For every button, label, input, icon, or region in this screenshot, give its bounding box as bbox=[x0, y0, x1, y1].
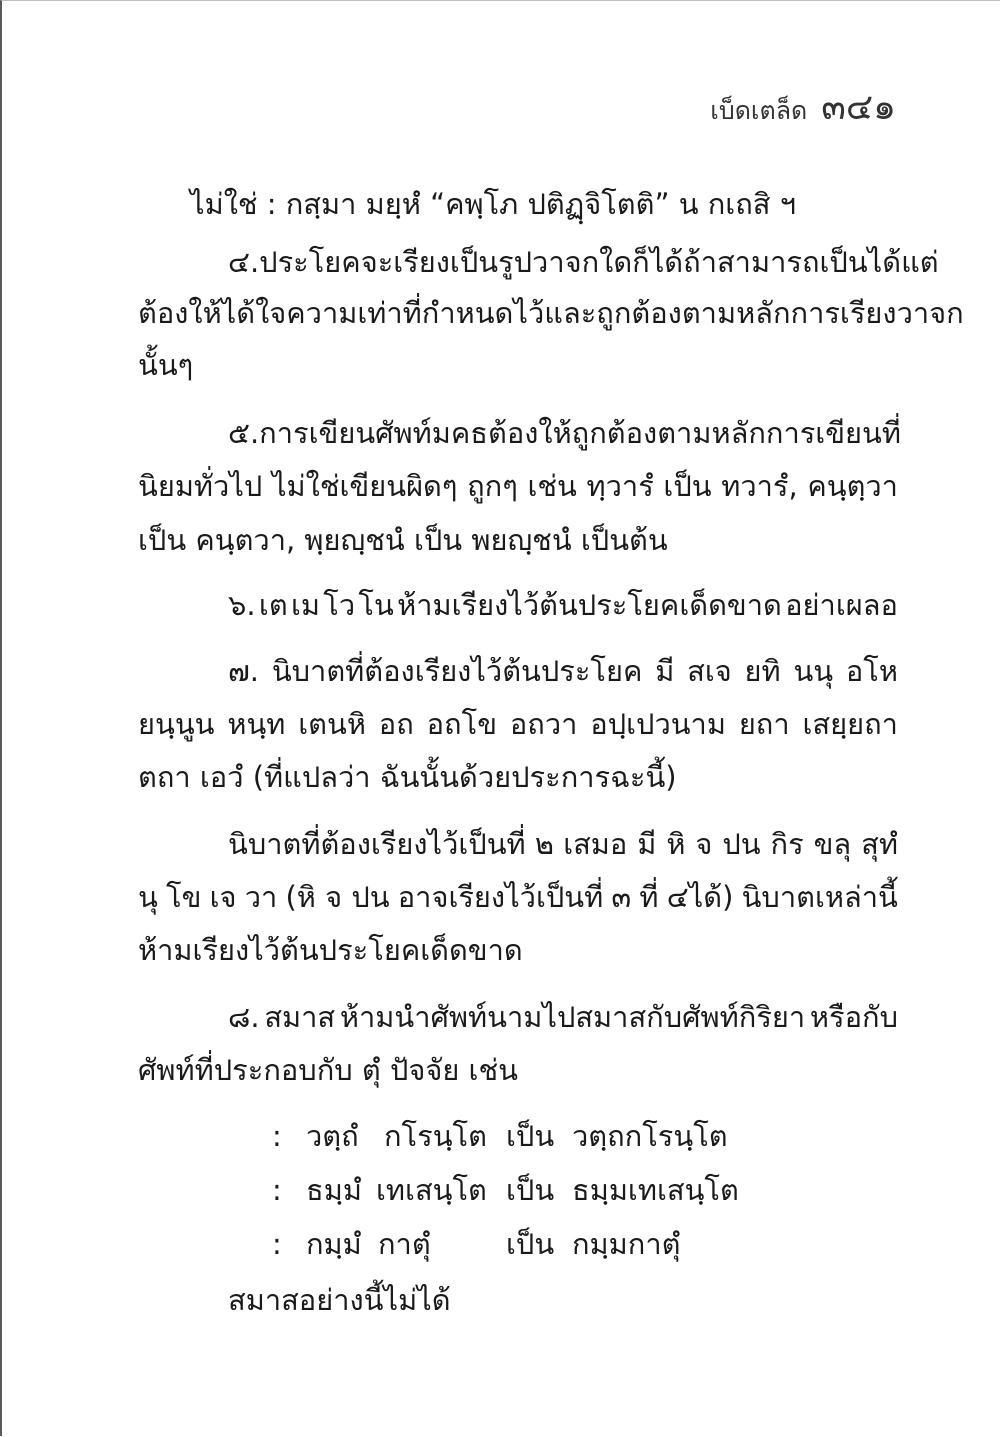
paragraph-line-5 bbox=[228, 413, 901, 453]
text-span: นิยมทั่วไป bbox=[138, 469, 263, 503]
text-span: เตนหิ bbox=[298, 707, 366, 741]
paragraph-line-2 bbox=[228, 242, 939, 282]
text-span: กิร bbox=[770, 827, 804, 861]
example-word-b: กาตุํ bbox=[378, 1227, 431, 1261]
text-span: ประโยคจะเรียงเป็นรูปวาจกใดก็ได้ bbox=[259, 245, 684, 279]
text-span: ยถา bbox=[738, 707, 790, 741]
paragraph-line-13 bbox=[138, 877, 898, 917]
text-span: นิบาตที่ต้องเรียงไว้เป็นที่ ๒ เสมอ bbox=[228, 827, 628, 861]
example-connector: เป็น bbox=[506, 1173, 555, 1207]
paragraph-line-8 bbox=[228, 585, 898, 625]
text-span: การเขียนศัพท์มคธ bbox=[259, 416, 488, 450]
paragraph-line-11: ตถา เอวํ (ที่แปลว่า ฉันนั้นด้วยประการฉะนี้) bbox=[138, 760, 677, 794]
example-connector: เป็น bbox=[506, 1227, 555, 1261]
text-span: โน bbox=[358, 588, 394, 622]
text-span: ถ้าสามารถเป็นได้ bbox=[683, 245, 902, 279]
text-span: ๓ bbox=[611, 880, 632, 914]
text-span: หรือกับ bbox=[809, 1000, 898, 1034]
text-span: อถ bbox=[378, 707, 414, 741]
paragraph-line-17: สมาสอย่างนี้ไม่ได้ bbox=[228, 1283, 451, 1317]
text-span: มี bbox=[655, 654, 675, 688]
paragraph-line-16: ศัพท์ที่ประกอบกับ ตุํ ปัจจัย เช่น bbox=[138, 1053, 518, 1087]
text-span: ปน bbox=[722, 827, 761, 861]
paragraph-line-7: เป็น คนฺตวา, พฺยญฺชนํ เป็น พยญฺชนํ เป็นต้น bbox=[138, 523, 668, 557]
item-number: ๔. bbox=[228, 245, 260, 279]
item-number: ๗. bbox=[228, 654, 260, 688]
example-word-a: วตฺถํ bbox=[306, 1119, 359, 1153]
text-span: หิ bbox=[666, 827, 686, 861]
text-span: เช่น bbox=[527, 469, 577, 503]
text-span: นุ bbox=[138, 880, 158, 914]
text-span: นิบาตเหล่านี้ bbox=[741, 880, 898, 914]
text-span: อโห bbox=[845, 654, 898, 688]
item-number: ๕. bbox=[228, 416, 260, 450]
paragraph-line-14: ห้ามเรียงไว้ต้นประโยคเด็ดขาด bbox=[138, 933, 523, 967]
text-span: อปฺเปวนาม bbox=[590, 707, 726, 741]
paragraph-line-10 bbox=[138, 704, 898, 744]
text-span: ทฺวารํ bbox=[586, 469, 654, 503]
text-span: วา bbox=[244, 880, 278, 914]
text-span: เต bbox=[258, 588, 288, 622]
text-span: สเจ bbox=[687, 654, 732, 688]
text-span: อถโข bbox=[426, 707, 498, 741]
text-span: อาจเรียงไว้เป็นที่ bbox=[397, 880, 604, 914]
text-span: อย่าเผลอ bbox=[785, 588, 898, 622]
text-span: จ bbox=[695, 827, 713, 861]
text-span: โว bbox=[323, 588, 356, 622]
text-span: นิบาตที่ต้องเรียงไว้ต้นประโยค bbox=[271, 654, 643, 688]
paragraph-line-9 bbox=[228, 651, 898, 691]
text-span: ต้องให้ถูกต้องตามหลักการเขียนที่ bbox=[488, 416, 901, 450]
example-connector: เป็น bbox=[506, 1119, 555, 1153]
text-span: อถวา bbox=[509, 707, 578, 741]
text-span: สมาส bbox=[264, 1000, 336, 1034]
text-span: ไม่ใช่เขียนผิดๆ bbox=[271, 469, 458, 503]
text-span: ถูกๆ bbox=[467, 469, 518, 503]
example-word-a: ธมฺมํ bbox=[306, 1173, 362, 1207]
example-result: ธมฺมเทเสนฺโต bbox=[572, 1173, 739, 1207]
text-span: เป็น bbox=[663, 469, 712, 503]
example-word-a: กมฺมํ bbox=[306, 1227, 362, 1261]
text-span: แต่ bbox=[901, 245, 939, 279]
text-span: และถูกต้องตามหลักการเรียงวาจก bbox=[544, 296, 964, 330]
paragraph-line-1: ไม่ใช่ : กสฺมา มยฺหํ “คพฺโภ ปติฏฺจิโตติ” น กเถสิ ฯ bbox=[190, 187, 796, 221]
text-span: ยนฺนูน bbox=[138, 707, 215, 741]
text-span: ขลุ bbox=[813, 827, 852, 861]
text-span: เจ bbox=[209, 880, 237, 914]
text-span: ห้ามนำศัพท์นามไปสมาสกับศัพท์กิริยา bbox=[339, 1000, 806, 1034]
example-colon: : bbox=[272, 1173, 282, 1207]
text-span: ที่ bbox=[639, 880, 659, 914]
text-span: นนุ bbox=[793, 654, 834, 688]
text-span: ทวารํ, bbox=[721, 469, 798, 503]
text-span: ยทิ bbox=[744, 654, 781, 688]
item-number: ๘. bbox=[228, 1000, 260, 1034]
paragraph-line-6 bbox=[138, 466, 898, 506]
paragraph-line-4: นั้นๆ bbox=[138, 348, 194, 382]
text-span: มี bbox=[637, 827, 657, 861]
paragraph-line-12 bbox=[228, 824, 898, 864]
example-word-b: กโรนฺโต bbox=[384, 1119, 487, 1153]
text-span: ๔ได้) bbox=[666, 880, 734, 914]
paragraph-line-3 bbox=[138, 293, 964, 333]
item-number: ๖. bbox=[228, 588, 256, 622]
running-header bbox=[710, 78, 896, 135]
text-span: เสยฺยถา bbox=[802, 707, 898, 741]
example-word-b: เทเสนฺโต bbox=[376, 1173, 487, 1207]
text-span: สุทํ bbox=[861, 827, 898, 861]
text-span: โข bbox=[166, 880, 202, 914]
running-header-title: เบ็ดเตล็ด bbox=[710, 96, 808, 125]
example-result: กมฺมกาตุํ bbox=[572, 1227, 681, 1261]
paragraph-line-15 bbox=[228, 997, 898, 1037]
example-result: วตฺถกโรนฺโต bbox=[572, 1119, 728, 1153]
page-number: ๓๔๑ bbox=[821, 87, 896, 128]
text-span: คนฺตฺวา bbox=[807, 469, 898, 503]
text-span: ต้องให้ได้ใจความเท่าที่กำหนดไว้ bbox=[138, 296, 545, 330]
text-span: ห้ามเรียงไว้ต้นประโยคเด็ดขาด bbox=[397, 588, 782, 622]
text-span: (หิ จ ปน bbox=[285, 880, 390, 914]
text-span: เม bbox=[290, 588, 320, 622]
text-span: หนฺท bbox=[227, 707, 286, 741]
example-colon: : bbox=[272, 1227, 282, 1261]
example-colon: : bbox=[272, 1119, 282, 1153]
